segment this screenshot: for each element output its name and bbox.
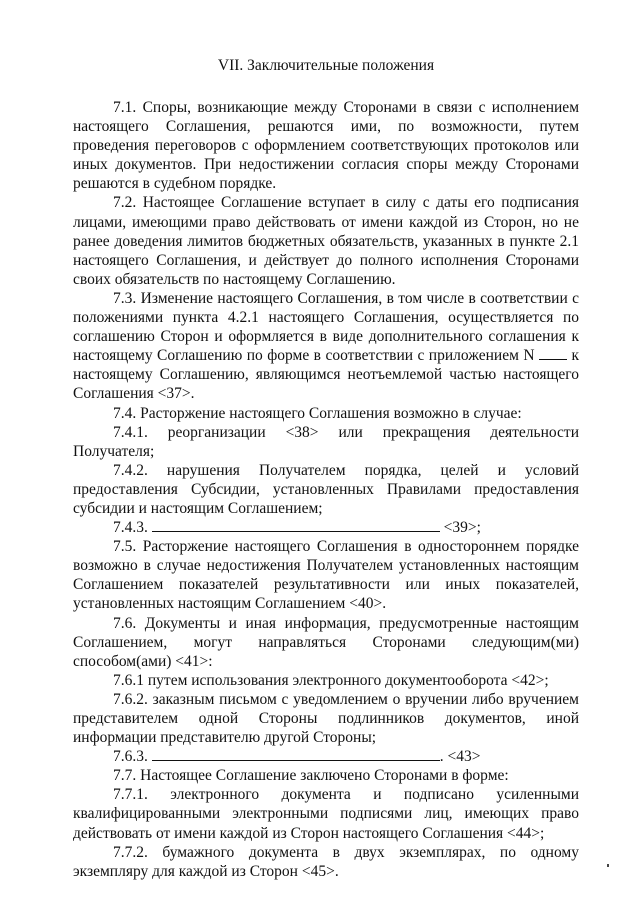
clause-7-6-3-blank (152, 747, 440, 761)
clause-7-3-text-end: к настоящему Соглашению, являющимся неотъемлемой частью настоящего Соглашения <37>. (73, 347, 579, 403)
clause-7-7-2: 7.7.2. бумажного документа в двух экземплярах, по одному экземпляру для каждой из Сторон <45>. (73, 843, 579, 880)
clause-7-7: 7.7. Настоящее Соглашение заключено Сторонами в форме: (113, 767, 509, 785)
clause-7-7-1: 7.7.1. электронного документа и подписано усиленными квалифицированными электронными подписями лиц, имеющих право действовать от имени каждой из Сторон настоящего Соглашения <44>; (73, 786, 579, 842)
clause-7-6-2: 7.6.2. заказным письмом с уведомлением о вручении либо вручением представителем одной Стороны подлинников документов, иной информации представителю другой Стороны; (73, 690, 579, 747)
clause-7-2: 7.2. Настоящее Соглашение вступает в силу с даты его подписания лицами, имеющими право действовать от имени каждой из Сторон, но не ранее доведения лимитов бюджетных обязательств, указанных в пункте 2.1 настоящего Соглашения, и действует до полного исполнения Сторонами своих обязательств по настоящему Соглашению. (73, 194, 579, 288)
scan-speck (607, 864, 609, 867)
document-page (73, 56, 579, 881)
clause-7-6: 7.6. Документы и иная информация, предусмотренные настоящим Соглашением, могут направляться Сторонами следующим(ми) способом(ами) <41>: (73, 614, 579, 670)
clause-7-6-3-label: 7.6.3. (113, 748, 148, 766)
section-heading: VII. Заключительные положения (217, 57, 435, 74)
clause-7-5: 7.5. Расторжение настоящего Соглашения в одностороннем порядке возможно в случае недостижения Получателем установленных настоящим Соглашением показателей результативности или иных показателей, установленных настоящим Соглашением <40>. (73, 538, 579, 613)
clause-7-4-3 (73, 518, 579, 537)
clause-7-4-1: 7.4.1. реорганизации <38> или прекращения деятельности Получателя; (73, 423, 579, 460)
clause-7-4: 7.4. Расторжение настоящего Соглашения возможно в случае: (113, 404, 522, 422)
clause-7-4-2: 7.4.2. нарушения Получателем порядка, целей и условий предоставления Субсидии, установленных Правилами предоставления субсидии и настоящим Соглашением; (73, 461, 579, 517)
clause-7-6-3 (73, 747, 579, 766)
clause-7-4-3-footnote: <39>; (443, 519, 481, 537)
clause-7-4-3-blank (152, 518, 440, 532)
clause-7-4-3-label: 7.4.3. (113, 519, 148, 537)
clause-7-6-3-footnote: . <43> (439, 748, 481, 766)
clause-7-3-text-start: 7.3. Изменение настоящего Соглашения, в том числе в соответствии с положениями пункта 4.2.1 настоящего Соглашения, осуществляется по соглашению Сторон и оформляется в виде дополнительного соглашения к настоящему Соглашению по форме в соответствии с приложением N (73, 289, 579, 365)
clause-7-3 (73, 289, 579, 404)
clause-7-1: 7.1. Споры, возникающие между Сторонами в связи с исполнением настоящего Соглашения, решаются ими, по возможности, путем проведения переговоров с оформлением соответствующих протоколов или иных документов. При недостижении согласия споры между Сторонами решаются в судебном порядке. (73, 99, 579, 193)
appendix-number-blank (539, 346, 567, 360)
clause-7-6-1: 7.6.1 путем использования электронного документооборота <42>; (113, 671, 549, 689)
